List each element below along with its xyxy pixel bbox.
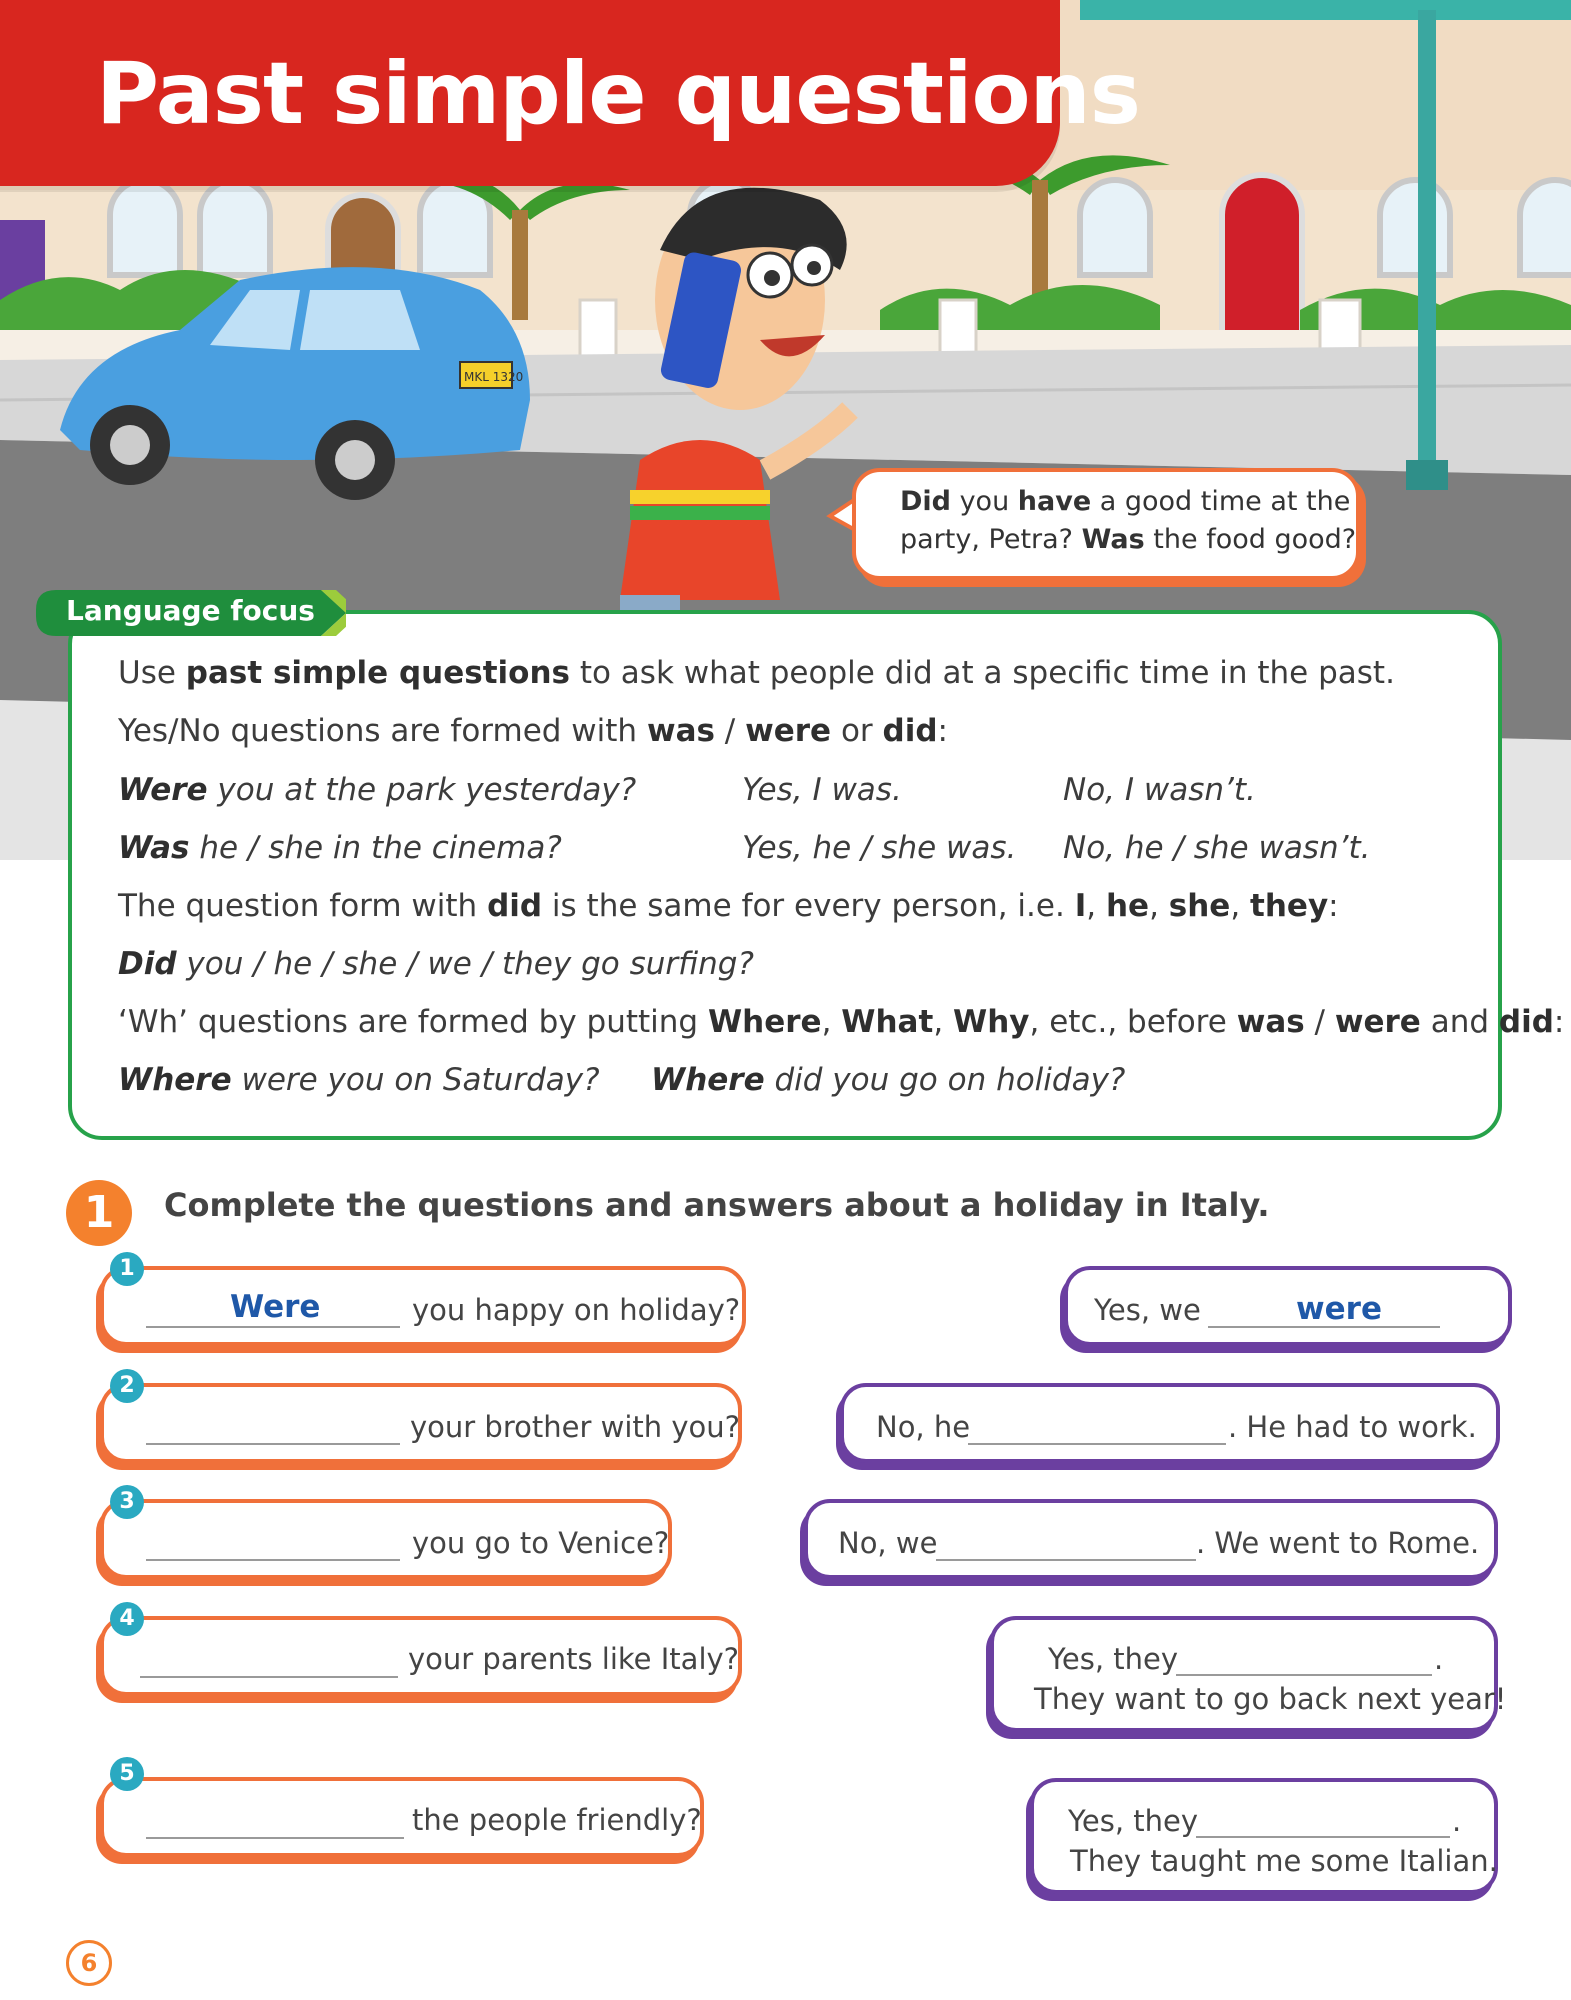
answer-pre-5: Yes, they <box>1068 1804 1199 1838</box>
answer-pre-4: Yes, they <box>1048 1642 1179 1676</box>
lf-seg: did <box>487 888 543 924</box>
lf-seg: / <box>714 713 746 749</box>
lf-seg: , etc., before <box>1029 1004 1237 1040</box>
license-plate: MKL 1320 <box>464 370 524 384</box>
lf-seg: was <box>1236 1004 1305 1040</box>
item-number: 3 <box>110 1485 144 1519</box>
lf-seg: did <box>1498 1004 1554 1040</box>
speech-seg: Was <box>1081 524 1145 555</box>
answer-pre-2: No, he <box>876 1410 971 1444</box>
lf-seg: I <box>1074 888 1087 924</box>
lf-seg: did you go on holiday? <box>764 1062 1126 1098</box>
language-focus-heading: Language focus <box>66 594 315 627</box>
lf-seg: he <box>1105 888 1150 924</box>
speech-line-2 <box>900 524 1356 555</box>
speech-line-1 <box>900 486 1350 517</box>
language-focus-line <box>118 888 1339 924</box>
page-number: 6 <box>66 1940 112 1986</box>
lf-seg: Where <box>707 1004 822 1040</box>
speech-bubble <box>852 468 1360 580</box>
answer-post-2: . He had to work. <box>1228 1410 1477 1444</box>
lf-seg: was <box>646 713 715 749</box>
question-blank-2[interactable] <box>146 1443 400 1445</box>
lf-seg: to ask what people did at a specific time in the past. <box>569 655 1395 691</box>
lf-seg: she <box>1168 888 1231 924</box>
lf-seg: he / she in the cinema? <box>189 830 562 866</box>
lf-seg: , <box>1230 888 1251 924</box>
exercise-instruction: Complete the questions and answers about a holiday in Italy. <box>164 1186 1270 1224</box>
lf-seg: Where <box>651 1062 765 1098</box>
lf-seg: Where <box>118 1062 232 1098</box>
short-answer-no-1: No, I wasn’t. <box>1063 772 1256 808</box>
lf-seg: you / he / she / we / they go surfing? <box>176 946 754 982</box>
language-focus-line <box>118 713 948 749</box>
speech-seg: have <box>1017 486 1092 517</box>
answer-pre-1: Yes, we <box>1094 1293 1201 1327</box>
lf-seg: The question form with <box>118 888 488 924</box>
lf-seg: , <box>1149 888 1169 924</box>
answer-post-3: . We went to Rome. <box>1196 1526 1480 1560</box>
lf-seg: were <box>1334 1004 1421 1040</box>
lf-seg: is the same for every person, i.e. <box>542 888 1075 924</box>
speech-seg: you <box>951 486 1018 517</box>
item-number: 1 <box>110 1252 144 1286</box>
page-title: Past simple questions <box>96 44 1140 144</box>
lf-seg: did <box>882 713 938 749</box>
short-answer-yes-2: Yes, he / she was. <box>742 830 1017 866</box>
answer-blank-3[interactable] <box>936 1559 1196 1561</box>
question-blank-3[interactable] <box>146 1559 400 1561</box>
lf-seg: Yes/No questions are formed with <box>118 713 647 749</box>
exercise-number: 1 <box>66 1180 132 1246</box>
lf-seg: were you on Saturday? <box>231 1062 600 1098</box>
language-focus-line <box>118 946 754 982</box>
lf-seg: , <box>821 1004 842 1040</box>
item-number: 5 <box>110 1757 144 1791</box>
question-text-2: your brother with you? <box>410 1410 741 1444</box>
speech-seg: a good time at the <box>1091 486 1351 517</box>
short-answer-no-2: No, he / she wasn’t. <box>1063 830 1371 866</box>
example-where-did <box>651 1062 1125 1098</box>
lf-seg: : <box>937 713 948 749</box>
language-focus-line <box>118 1062 600 1098</box>
lf-seg: past simple questions <box>185 655 570 691</box>
speech-seg: the food good? <box>1144 524 1357 555</box>
lf-seg: What <box>841 1004 934 1040</box>
question-blank-5[interactable] <box>146 1837 404 1839</box>
question-text-5: the people friendly? <box>412 1803 702 1837</box>
lf-seg: ‘Wh’ questions are formed by putting <box>118 1004 708 1040</box>
language-focus-line <box>118 1004 1564 1040</box>
lf-seg: : <box>1553 1004 1565 1040</box>
lf-seg: and <box>1420 1004 1499 1040</box>
item-number: 2 <box>110 1369 144 1403</box>
lf-seg: Why <box>953 1004 1030 1040</box>
answer-post-4: . <box>1434 1642 1444 1676</box>
question-answer-1: Were <box>230 1289 321 1325</box>
answer-blank-4[interactable] <box>1176 1674 1432 1676</box>
answer-line2-4: They want to go back next year! <box>1034 1682 1507 1716</box>
lf-seg: Was <box>118 830 190 866</box>
answer-post-5: . <box>1452 1804 1462 1838</box>
question-text-3: you go to Venice? <box>412 1526 670 1560</box>
question-blank-1[interactable] <box>146 1326 400 1328</box>
language-focus-line <box>118 772 636 808</box>
lf-seg: they <box>1250 888 1329 924</box>
question-text-1: you happy on holiday? <box>412 1293 741 1327</box>
question-blank-4[interactable] <box>140 1676 398 1678</box>
answer-blank-5[interactable] <box>1196 1836 1450 1838</box>
speech-seg: party, Petra? <box>900 524 1082 555</box>
lf-seg: you at the park yesterday? <box>207 772 637 808</box>
item-number: 4 <box>110 1602 144 1636</box>
answer-blank-2[interactable] <box>968 1443 1226 1445</box>
short-answer-yes-1: Yes, I was. <box>742 772 902 808</box>
lf-seg: , <box>933 1004 954 1040</box>
answer-line2-5: They taught me some Italian. <box>1070 1844 1498 1878</box>
lf-seg: Did <box>118 946 177 982</box>
lf-seg: were <box>745 713 832 749</box>
lf-seg: , <box>1086 888 1106 924</box>
speech-seg: Did <box>900 486 951 517</box>
answer-answer-1: were <box>1296 1291 1382 1327</box>
lf-seg: / <box>1304 1004 1335 1040</box>
lf-seg: Were <box>118 772 208 808</box>
question-text-4: your parents like Italy? <box>408 1642 740 1676</box>
answer-pre-3: No, we <box>838 1526 938 1560</box>
language-focus-line <box>118 830 562 866</box>
lf-seg: or <box>831 713 883 749</box>
lf-seg: : <box>1328 888 1339 924</box>
lf-seg: Use <box>118 655 186 691</box>
language-focus-line <box>118 655 1395 691</box>
